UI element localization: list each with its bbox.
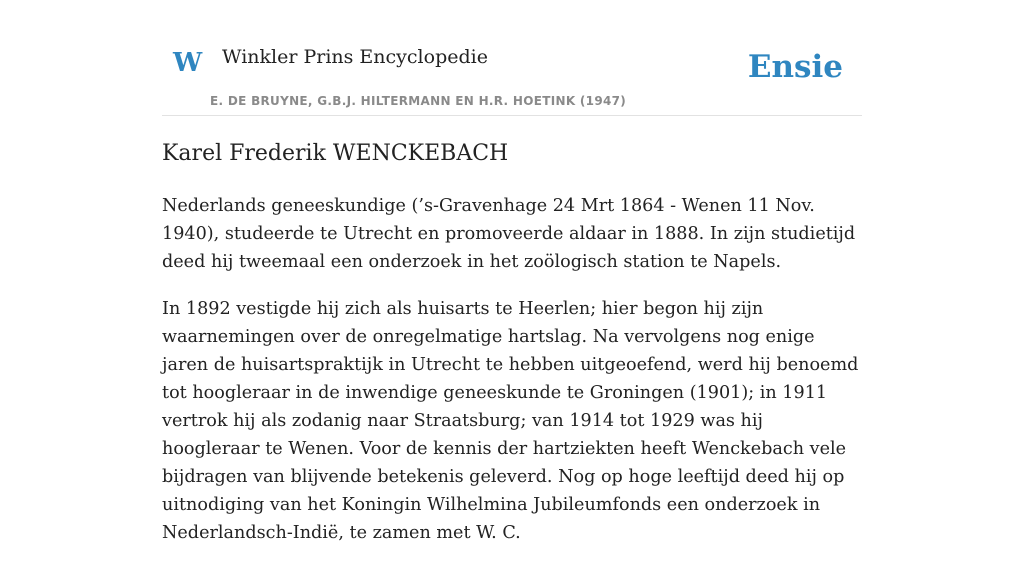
- article-body: [162, 192, 862, 566]
- article-paragraph: In 1892 vestigde hij zich als huisarts te Heerlen; hier begon hij zijn waarnemingen over de onregelmatige hartslag. Na vervolgens nog enige jaren de huisartspraktijk in Utrecht te hebben uitgeoefend, werd hij benoemd tot hoogleraar in de inwendige geneeskunde te Groningen (1901); in 1911 vertrok hij als zodanig naar Straatsburg; van 1914 tot 1929 was hij hoogleraar te Wenen. Voor de kennis der hartziekten heeft Wenckebach vele bijdragen van blijvende betekenis geleverd. Nog op hoge leeftijd deed hij op uitnodiging van het Koningin Wilhelmina Jubileumfonds een onderzoek in Nederlandsch-Indië, te zamen met W. C.: [162, 299, 859, 543]
- article-title: Karel Frederik WENCKEBACH: [162, 141, 509, 166]
- source-title-link[interactable]: Winkler Prins Encyclopedie: [222, 46, 488, 68]
- source-header: [162, 0, 862, 116]
- article-paragraph: Nederlands geneeskundige (’s-Gravenhage 24 Mrt 1864 - Wenen 11 Nov. 1940), studeerde te Utrecht en promoveerde aldaar in 1888. In zijn studietijd deed hij tweemaal een onderzoek in het zoölogisch station te Napels.: [162, 196, 856, 272]
- ensie-logo-link[interactable]: Ensie: [747, 49, 843, 85]
- winkler-prins-logo[interactable]: W: [173, 48, 203, 78]
- source-authors: E. DE BRUYNE, G.B.J. HILTERMANN EN H.R. HOETINK (1947): [210, 94, 627, 108]
